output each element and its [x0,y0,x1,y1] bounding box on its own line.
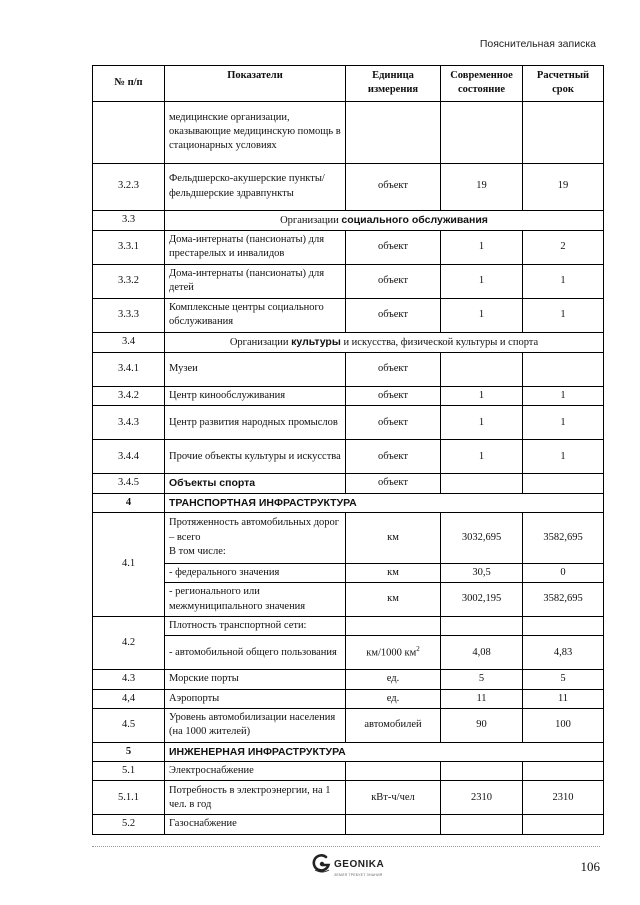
row-indicator: Объекты спорта [165,474,346,493]
row-target: 1 [523,406,604,440]
table-row [93,353,604,387]
row-num: 3.3.1 [93,230,165,264]
section-title: ТРАНСПОРТНАЯ ИНФРАСТРУКТУРА [165,493,604,512]
row-unit: ед. [346,689,441,708]
row-unit: ед. [346,670,441,689]
row-target: 11 [523,689,604,708]
row-target: 3582,695 [523,583,604,617]
row-indicator: Уровень автомобилизации населения (на 1000 жителей) [165,708,346,742]
row-num: 5.2 [93,815,165,834]
header-num: № п/п [93,66,165,102]
row-indicator: - федерального значения [165,563,346,582]
section-row [93,493,604,512]
row-current: 30,5 [441,563,523,582]
row-target [523,474,604,493]
row-num: 5.1.1 [93,781,165,815]
header-indicator: Показатели [165,66,346,102]
row-indicator: Плотность транспортной сети: [165,617,346,636]
row-indicator: Фельдшерско-акушерские пункты/фельдшерские здравпункты [165,163,346,210]
table-row [93,583,604,617]
row-num: 3.4.3 [93,406,165,440]
table-row [93,617,604,636]
row-current: 19 [441,163,523,210]
section-row [93,210,604,230]
row-unit: км [346,512,441,563]
table-row [93,781,604,815]
row-num: 4 [93,493,165,512]
row-target: 3582,695 [523,512,604,563]
table-header-row [93,66,604,102]
table-row [93,815,604,834]
page-number: 106 [580,859,600,874]
row-unit: объект [346,163,441,210]
row-indicator: - регионального или межмуниципального значения [165,583,346,617]
row-target: 100 [523,708,604,742]
row-current: 1 [441,406,523,440]
row-current: 1 [441,264,523,298]
table-row [93,689,604,708]
header-target: Расчетный срок [523,66,604,102]
row-current: 4,08 [441,636,523,670]
row-num: 4.2 [93,617,165,670]
row-indicator: Электроснабжение [165,762,346,781]
row-num: 4,4 [93,689,165,708]
table-row [93,474,604,493]
table-row [93,762,604,781]
row-indicator: Дома-интернаты (пансионаты) для престарелых и инвалидов [165,230,346,264]
row-unit: объект [346,406,441,440]
row-unit: км [346,583,441,617]
row-unit: объект [346,353,441,387]
row-num: 5 [93,742,165,761]
table-row [93,163,604,210]
table-row [93,406,604,440]
row-num: 3.4.2 [93,387,165,406]
row-num: 5.1 [93,762,165,781]
row-target: 2 [523,230,604,264]
row-num: 3.3 [93,210,165,230]
row-unit: объект [346,264,441,298]
table-row [93,230,604,264]
row-unit: объект [346,230,441,264]
row-num: 3.4.5 [93,474,165,493]
row-target: 19 [523,163,604,210]
section-row [93,332,604,352]
row-target: 2310 [523,781,604,815]
row-indicator: Протяженность автомобильных дорог – всего В том числе: [165,512,346,563]
geonika-logo-text: GEONIKA [334,858,385,870]
row-indicator: Аэропорты [165,689,346,708]
row-current [441,353,523,387]
row-indicator: Комплексные центры социального обслуживания [165,298,346,332]
row-unit: км [346,563,441,582]
row-num: 3.4 [93,332,165,352]
row-indicator: Потребность в электроэнергии, на 1 чел. в год [165,781,346,815]
row-unit: объект [346,387,441,406]
section-row [93,742,604,761]
table-row [93,636,604,670]
geonika-logo [312,853,384,875]
header-current: Современное состояние [441,66,523,102]
table-row [93,298,604,332]
row-unit: кВт-ч/чел [346,781,441,815]
row-num: 3.3.2 [93,264,165,298]
section-title: Организации социального обслуживания [165,210,604,230]
row-target: 1 [523,264,604,298]
row-current: 11 [441,689,523,708]
row-unit: автомобилей [346,708,441,742]
row-unit: объект [346,298,441,332]
row-indicator: Центр кинообслуживания [165,387,346,406]
table-row [93,101,604,163]
row-target: 1 [523,440,604,474]
table-row [93,512,604,563]
row-num: 3.2.3 [93,163,165,210]
row-indicator: Газоснабжение [165,815,346,834]
section-title: ИНЖЕНЕРНАЯ ИНФРАСТРУКТУРА [165,742,604,761]
row-current: 1 [441,298,523,332]
footer-divider [92,846,600,847]
geonika-logo-icon [312,853,332,875]
row-current: 5 [441,670,523,689]
row-indicator: - автомобильной общего пользования [165,636,346,670]
row-current [441,474,523,493]
row-target: 0 [523,563,604,582]
header-unit: Единица измерения [346,66,441,102]
row-unit: объект [346,474,441,493]
row-indicator: Дома-интернаты (пансионаты) для детей [165,264,346,298]
row-current: 1 [441,440,523,474]
table-row [93,264,604,298]
row-indicator: Музеи [165,353,346,387]
row-target: 5 [523,670,604,689]
table-row [93,387,604,406]
row-current: 90 [441,708,523,742]
row-num: 4.3 [93,670,165,689]
row-indicator: Прочие объекты культуры и искусства [165,440,346,474]
row-target: 1 [523,298,604,332]
row-current: 3032,695 [441,512,523,563]
row-num: 4.5 [93,708,165,742]
section-title: Организации культуры и искусства, физической культуры и спорта [165,332,604,352]
indicators-table [92,65,604,835]
row-target: 4,83 [523,636,604,670]
row-unit: км/1000 $км^2$ [346,636,441,670]
row-unit: объект [346,440,441,474]
table-row [93,670,604,689]
row-indicator: медицинские организации, оказывающие медицинскую помощь в стационарных условиях [165,101,346,163]
row-current: 1 [441,230,523,264]
geonika-logo-subtitle: ЗЕМЛЯ ТРЕБУЕТ ЗНАНИЯ [334,873,383,877]
row-num: 3.3.3 [93,298,165,332]
table-row [93,440,604,474]
row-current: 2310 [441,781,523,815]
row-num: 3.4.4 [93,440,165,474]
row-indicator: Морские порты [165,670,346,689]
table-row [93,708,604,742]
table-row [93,563,604,582]
row-target: 1 [523,387,604,406]
row-num: 3.4.1 [93,353,165,387]
row-target [523,353,604,387]
row-current: 3002,195 [441,583,523,617]
document-header-title: Пояснительная записка [479,38,596,50]
row-indicator: Центр развития народных промыслов [165,406,346,440]
row-current: 1 [441,387,523,406]
row-num: 4.1 [93,512,165,616]
